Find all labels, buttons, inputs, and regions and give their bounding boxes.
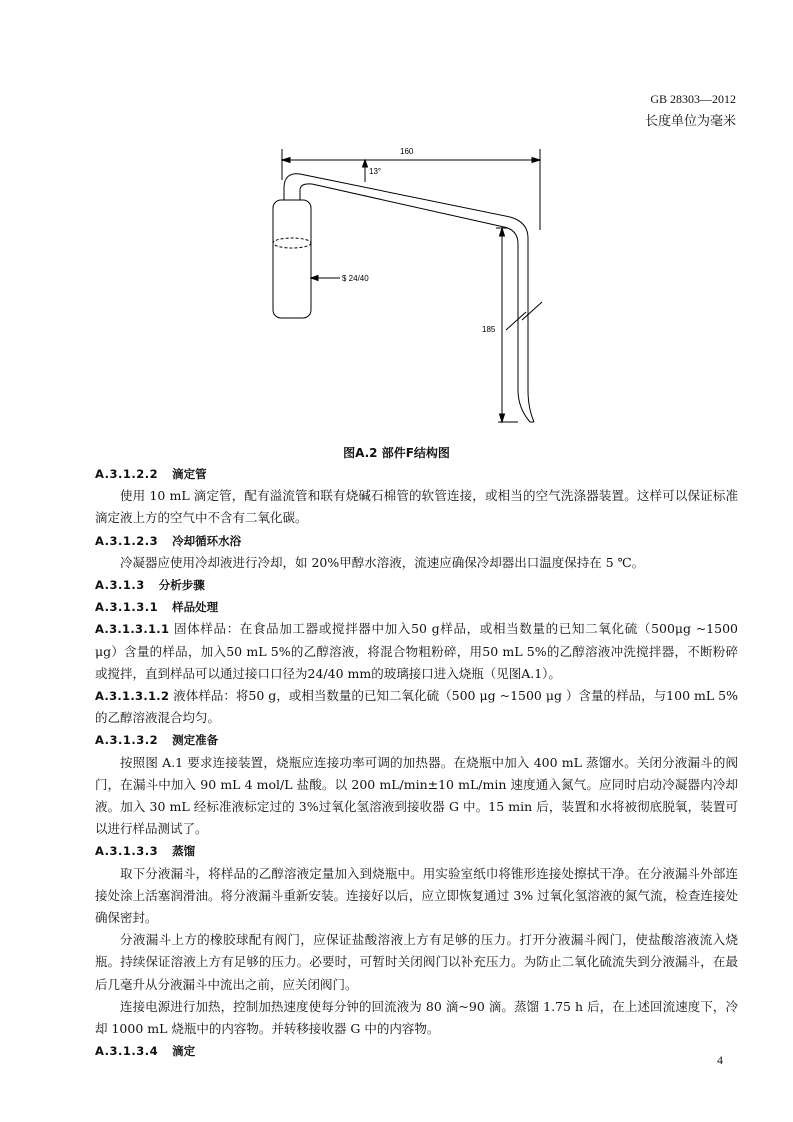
section-heading: A.3.1.2.3 冷却循环水浴 [95, 533, 242, 548]
paragraph: 连接电源进行加热，控制加热速度使每分钟的回流液为 80 滴~90 滴。蒸馏 1.75 h 后，在上述回流速度下，冷却 1000 mL 烧瓶中的内容物。并转移接收器 G 中的内容物。 [95, 998, 738, 1036]
paragraph: 按照图 A.1 要求连接装置，烧瓶应连接功率可调的加热器。在烧瓶中加入 400 mL 蒸馏水。关闭分液漏斗的阀门，在漏斗中加入 90 mL 4 mol/L 盐酸。以 200 mL/min±10 mL/min 速度通入氮气。应同时启动冷凝器内冷却液。加入 30 mL 经标准液标定过的 3%过氧化氢溶液到接收器 G 中。15 min 后，装置和水将被彻底脱氧，装置可以进行样品测试了。 [95, 754, 738, 837]
section-heading: A.3.1.3.4 滴定 [95, 1044, 196, 1059]
section-heading: A.3.1.2.2 滴定管 [95, 467, 207, 481]
dim-angle-label: 13° [369, 167, 382, 176]
dim-length-label: 160 [400, 147, 414, 156]
paragraph: 使用 10 mL 滴定管，配有溢流管和联有烧碱石棉管的软管连接，或相当的空气洗涤器装置。这样可以保证标准滴定液上方的空气中不含有二氧化碳。 [95, 488, 738, 526]
figure-part-f [260, 140, 560, 430]
section-heading: A.3.1.3.3 蒸馏 [95, 844, 196, 859]
standard-number: GB 28303—2012 [650, 92, 736, 106]
dim-height-label: 185 [482, 325, 496, 334]
numbered-paragraph: A.3.1.3.1.2 液体样品：将50 g，或相当数量的已知二氧化硫（500 μg ~1500 μg ）含量的样品，与100 mL 5%的乙醇溶液混合均匀。 [95, 687, 738, 726]
unit-note: 长度单位为毫米 [644, 114, 736, 129]
paragraph: 取下分液漏斗，将样品的乙醇溶液定量加入到烧瓶中。用实验室纸巾将锥形连接处擦拭干净。在分液漏斗外部连接处涂上活塞润滑油。将分液漏斗重新安装。连接好以后，应立即恢复通过 3% 过氧化氢溶液的氮气流，检查连接处确保密封。 [95, 865, 738, 925]
section-heading: A.3.1.3.1 样品处理 [95, 600, 219, 615]
figure-caption: 图A.2 部件F结构图 [343, 446, 450, 460]
document-body [95, 463, 738, 1062]
dim-joint-label: $ 24/40 [342, 274, 369, 283]
paragraph: 分液漏斗上方的橡胶球配有阀门，应保证盐酸溶液上方有足够的压力。打开分液漏斗阀门，使盐酸溶液流入烧瓶。持续保证溶液上方有足够的压力。必要时，可暂时关闭阀门以补充压力。为防止二氧化硫流失到分液漏斗，在最后几毫升从分液漏斗中流出之前，应关闭阀门。 [95, 932, 738, 992]
page-number: 4 [717, 1053, 723, 1067]
part-f-drawing [260, 140, 560, 430]
section-heading: A.3.1.3 分析步骤 [95, 577, 205, 592]
numbered-paragraph: A.3.1.3.1.1 固体样品：在食品加工器或搅拌器中加入50 g样品，或相当数量的已知二氧化硫（500μg ~1500 μg）含量的样品，加入50 mL 5%的乙醇溶液，将混合物粗粉碎，用50 mL 5%的乙醇溶液冲洗搅拌器，不断粉碎或搅拌，直到样品可以通过接口口径为24/40 mm的玻璃接口进入烧瓶（见图A.1）。 [95, 621, 738, 681]
section-heading: A.3.1.3.2 测定准备 [95, 733, 219, 748]
paragraph: 冷凝器应使用冷却液进行冷却，如 20%甲醇水溶液，流速应确保冷却器出口温度保持在 5 ℃。 [120, 554, 645, 570]
